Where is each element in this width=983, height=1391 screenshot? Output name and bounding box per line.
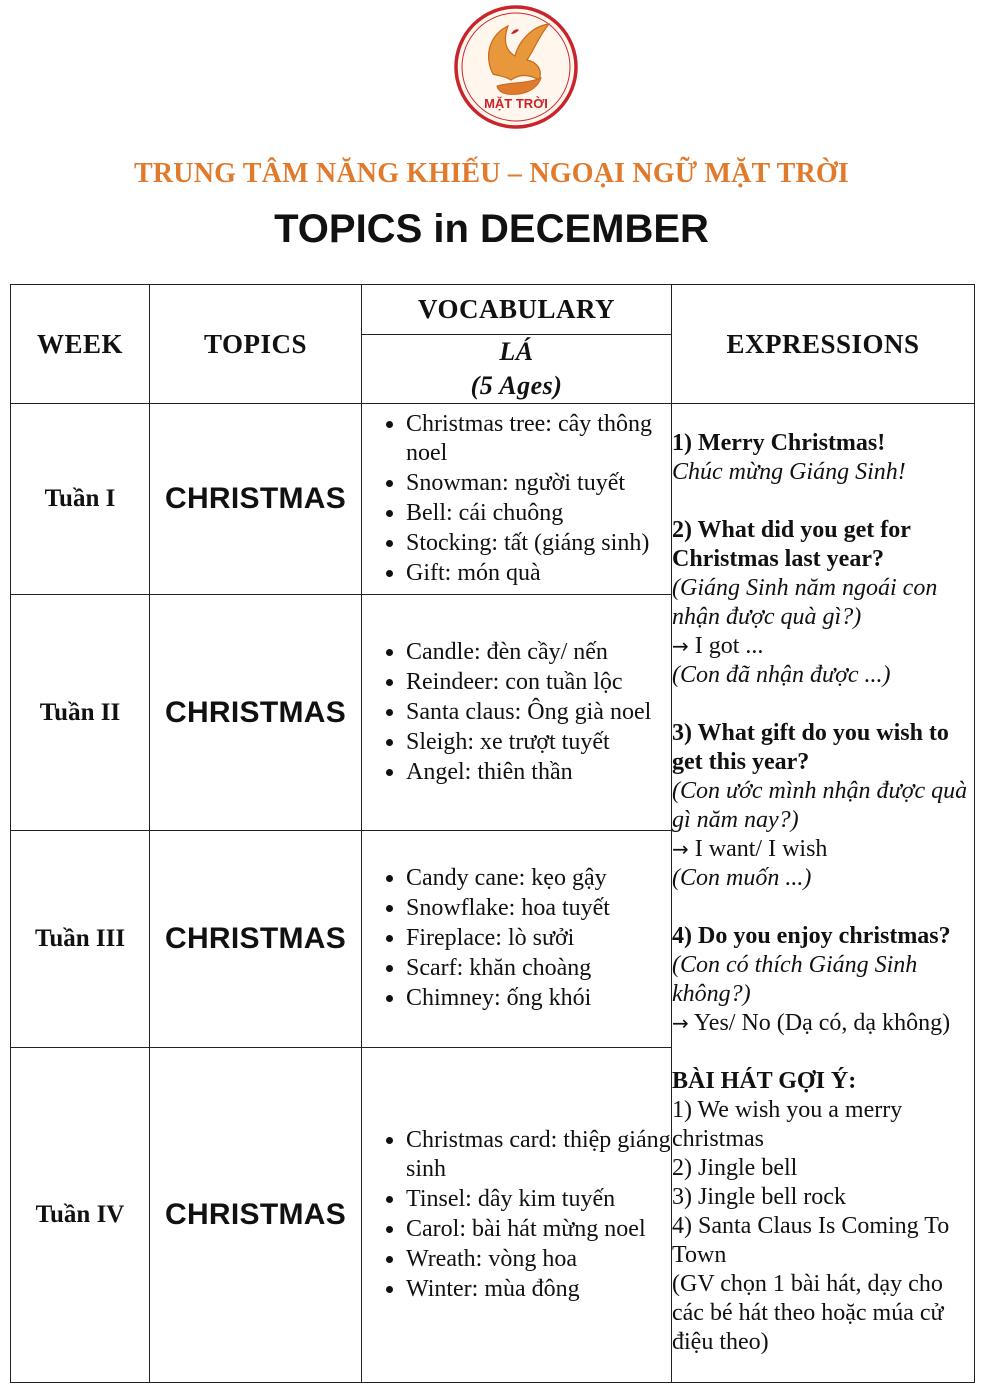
- level-label: LÁ: [499, 337, 534, 366]
- week-cell: Tuần I: [11, 404, 150, 595]
- vocab-cell: [362, 1048, 672, 1383]
- song-item: 2) Jingle bell: [672, 1155, 798, 1181]
- vocab-item: • Carol: bài hát mừng noel: [406, 1215, 671, 1244]
- expression-translation: (Con có thích Giáng Sinh không?): [672, 952, 918, 1007]
- expressions-header: EXPRESSIONS: [672, 285, 975, 404]
- vocab-item: • Christmas card: thiệp giáng sinh: [406, 1126, 671, 1184]
- expression-answer-translation: (Con muốn ...): [672, 865, 812, 891]
- topic-cell: CHRISTMAS: [150, 595, 362, 831]
- vocab-cell: [362, 831, 672, 1048]
- expression-answer-translation: (Con đã nhận được ...): [672, 662, 891, 688]
- expression-question: 1) Merry Christmas!: [672, 430, 886, 456]
- vocab-item: • Santa claus: Ông già noel: [406, 698, 671, 727]
- vocab-item: • Sleigh: xe trượt tuyết: [406, 728, 671, 757]
- song-item: 3) Jingle bell rock: [672, 1184, 846, 1210]
- expression-question: 2) What did you get for Christmas last year?: [672, 517, 911, 572]
- logo-text: MẶT TRỜI: [484, 96, 548, 111]
- song-item: 4) Santa Claus Is Coming To Town: [672, 1213, 950, 1268]
- ages-label: (5 Ages): [470, 371, 563, 400]
- expression-question: 4) Do you enjoy christmas?: [672, 923, 951, 949]
- vocab-item: • Winter: mùa đông: [406, 1275, 671, 1304]
- vocab-item: • Tinsel: dây kim tuyến: [406, 1185, 671, 1214]
- arrow-icon: →: [672, 1011, 689, 1035]
- table-row: [11, 404, 975, 595]
- expressions-cell: [672, 404, 975, 1383]
- expression-translation: (Giáng Sinh năm ngoái con nhận được quà gì?): [672, 575, 938, 630]
- vocab-cell: [362, 595, 672, 831]
- vocab-item: • Reindeer: con tuần lộc: [406, 668, 671, 697]
- topic-cell: CHRISTMAS: [150, 404, 362, 595]
- vocab-item: • Gift: món quà: [406, 559, 671, 588]
- week-cell: Tuần III: [11, 831, 150, 1048]
- week-header: WEEK: [11, 285, 150, 404]
- week-cell: Tuần II: [11, 595, 150, 831]
- expression-translation: (Con ước mình nhận được quà gì năm nay?): [672, 778, 968, 833]
- vocab-item: • Stocking: tất (giáng sinh): [406, 529, 671, 558]
- expression-4: [672, 922, 974, 1038]
- vocab-item: • Christmas tree: cây thông noel: [406, 410, 671, 468]
- topics-header: TOPICS: [150, 285, 362, 404]
- vocab-item: • Wreath: vòng hoa: [406, 1245, 671, 1274]
- topic-cell: CHRISTMAS: [150, 831, 362, 1048]
- arrow-icon: →: [672, 837, 689, 861]
- expression-2: [672, 516, 974, 690]
- songs-note: (GV chọn 1 bài hát, dạy cho các bé hát theo hoặc múa cử điệu theo): [672, 1271, 944, 1355]
- age-level-header: [362, 335, 672, 404]
- topic-cell: CHRISTMAS: [150, 1048, 362, 1383]
- vocab-item: • Snowman: người tuyết: [406, 469, 671, 498]
- expression-translation: Chúc mừng Giáng Sinh!: [672, 459, 906, 485]
- vocabulary-header: VOCABULARY: [362, 285, 672, 335]
- center-name: TRUNG TÂM NĂNG KHIẾU – NGOẠI NGỮ MẶT TRỜI: [134, 158, 849, 189]
- topics-table: [10, 284, 975, 1383]
- mat-troi-logo: [453, 4, 579, 130]
- vocab-item: • Chimney: ống khói: [406, 984, 671, 1013]
- expression-1: [672, 429, 974, 487]
- expression-answer: → I want/ I wish: [672, 836, 828, 862]
- expression-3: [672, 719, 974, 893]
- vocab-cell: [362, 404, 672, 595]
- vocab-item: • Angel: thiên thần: [406, 758, 671, 787]
- arrow-icon: →: [672, 634, 689, 658]
- page-title: TOPICS in DECEMBER: [274, 207, 709, 251]
- vocab-item: • Bell: cái chuông: [406, 499, 671, 528]
- vocab-item: • Scarf: khăn choàng: [406, 954, 671, 983]
- suggested-songs: [672, 1067, 974, 1357]
- vocab-item: • Candle: đèn cầy/ nến: [406, 638, 671, 667]
- song-item: 1) We wish you a merry christmas: [672, 1097, 903, 1152]
- expression-question: 3) What gift do you wish to get this year?: [672, 720, 949, 775]
- expression-answer: → Yes/ No (Dạ có, dạ không): [672, 1010, 951, 1036]
- vocab-item: • Candy cane: kẹo gậy: [406, 864, 671, 893]
- week-cell: Tuần IV: [11, 1048, 150, 1383]
- songs-title: BÀI HÁT GỢI Ý:: [672, 1068, 857, 1094]
- expression-answer: → I got ...: [672, 633, 764, 659]
- vocab-item: • Fireplace: lò sưởi: [406, 924, 671, 953]
- vocab-item: • Snowflake: hoa tuyết: [406, 894, 671, 923]
